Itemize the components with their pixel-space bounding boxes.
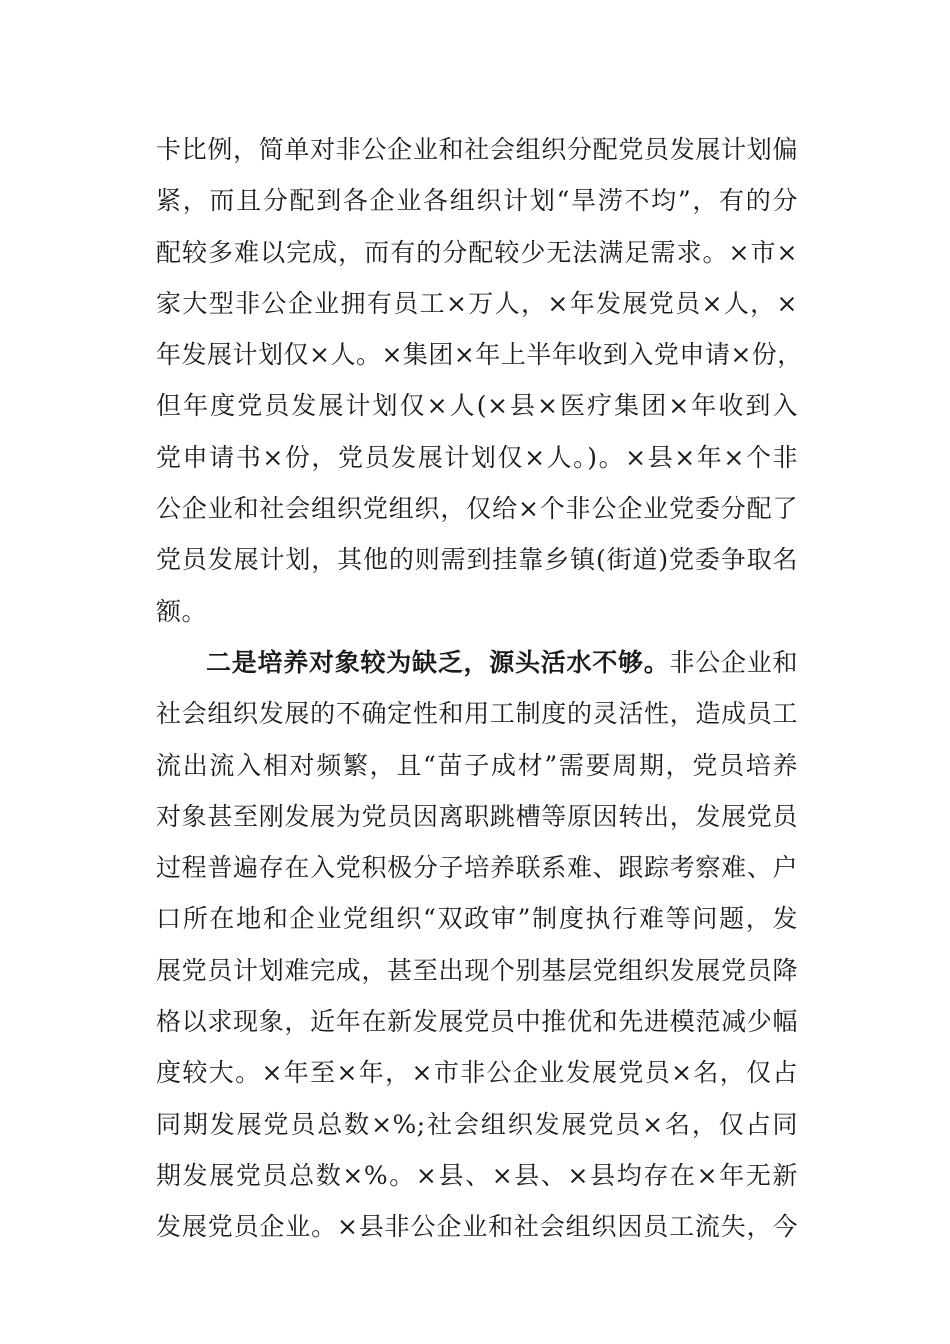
text-line: 流出流入相对频繁，且“苗子成材”需要周期，党员培养 — [156, 750, 798, 780]
text-line: 额。 — [156, 596, 208, 626]
text-line: 党员发展计划，其他的则需到挂靠乡镇(街道)党委争取名 — [156, 545, 798, 575]
text-line: 发展党员企业。×县非公企业和社会组织因员工流失，今 — [156, 1212, 798, 1242]
text-line: 公企业和社会组织党组织，仅给×个非公企业党委分配了 — [156, 494, 798, 524]
paragraph-2-first-line-rest: 非公企业和 — [669, 647, 798, 677]
text-line: 对象甚至刚发展为党员因离职跳槽等原因转出，发展党员 — [156, 801, 798, 831]
text-line: 年发展计划仅×人。×集团×年上半年收到入党申请×份， — [156, 340, 803, 370]
text-line: 期发展党员总数×%。×县、×县、×县均存在×年无新 — [156, 1160, 798, 1190]
text-line: 展党员计划难完成，甚至出现个别基层党组织发展党员降 — [156, 955, 798, 985]
document-body — [156, 124, 803, 1253]
text-line: 配较多难以完成，而有的分配较少无法满足需求。×市× — [156, 237, 798, 267]
text-line: 家大型非公企业拥有员工×万人，×年发展党员×人，× — [156, 288, 798, 318]
paragraph-2-first-line — [156, 637, 798, 688]
text-line: 格以求现象，近年在新发展党员中推优和先进模范减少幅 — [156, 1007, 798, 1037]
text-line: 度较大。×年至×年，×市非公企业发展党员×名，仅占 — [156, 1058, 798, 1088]
text-line: 同期发展党员总数×%;社会组织发展党员×名，仅占同 — [156, 1109, 798, 1139]
paragraph-2 — [156, 637, 798, 1253]
paragraph-1 — [156, 124, 803, 637]
text-line: 卡比例，简单对非公企业和社会组织分配党员发展计划偏 — [156, 135, 798, 164]
text-line: 紧，而且分配到各企业各组织计划“旱涝不均”，有的分 — [156, 186, 798, 216]
paragraph-2-lead-heading: 二是培养对象较为缺乏，源头活水不够。 — [206, 647, 670, 677]
text-line: 党申请书×份，党员发展计划仅×人。)。×县×年×个非 — [156, 442, 798, 472]
text-line: 口所在地和企业党组织“双政审”制度执行难等问题，发 — [156, 904, 798, 934]
text-line: 过程普遍存在入党积极分子培养联系难、跟踪考察难、户 — [156, 853, 798, 883]
text-line: 社会组织发展的不确定性和用工制度的灵活性，造成员工 — [156, 699, 798, 729]
text-line: 但年度党员发展计划仅×人(×县×医疗集团×年收到入 — [156, 391, 798, 421]
